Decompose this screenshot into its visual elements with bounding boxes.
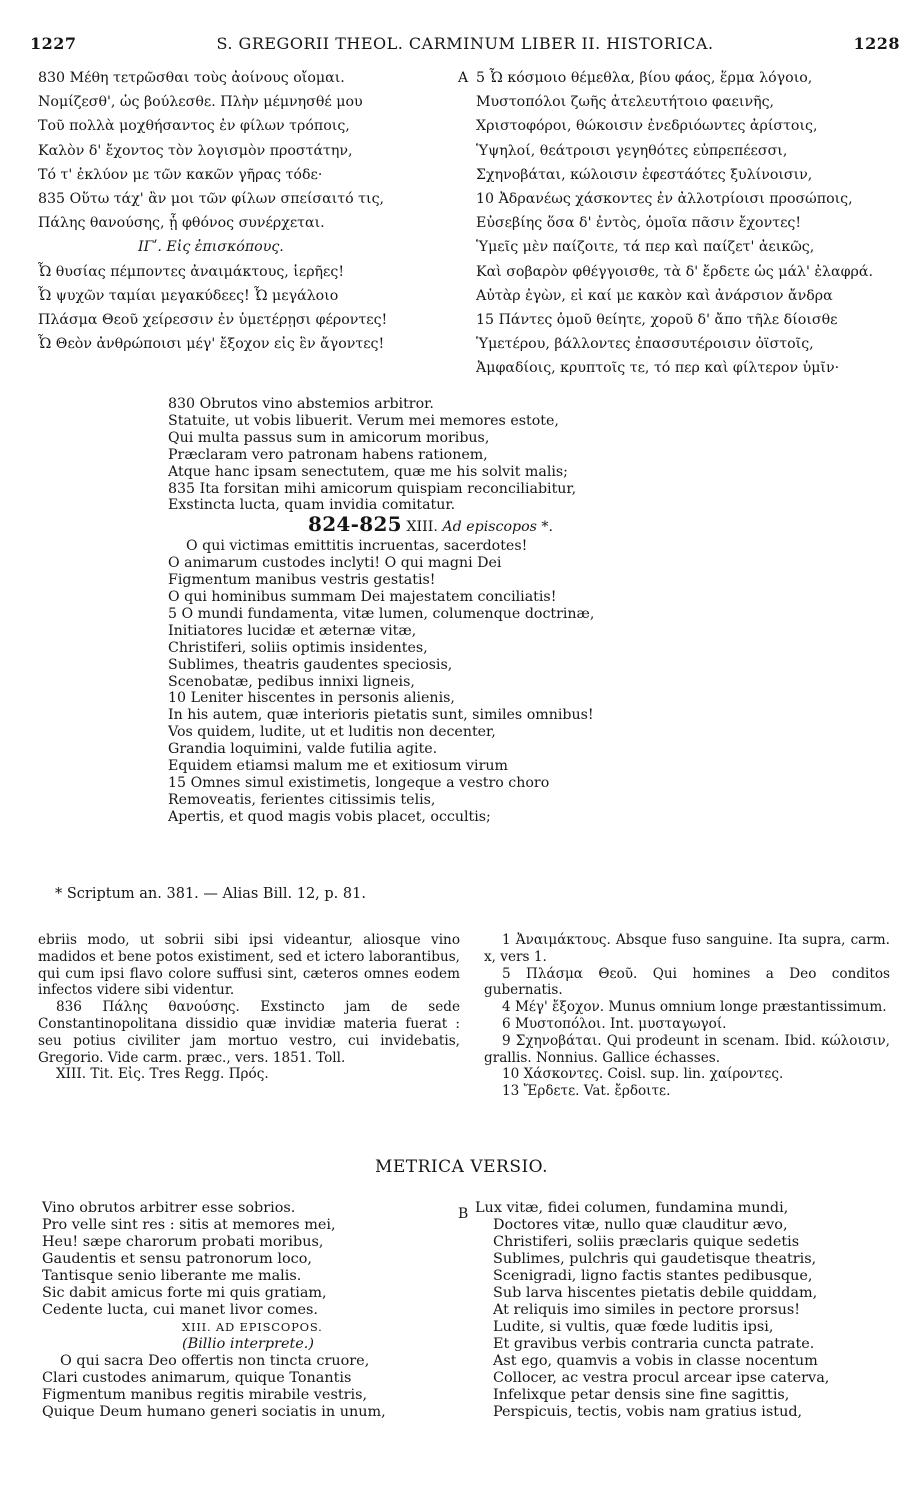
greek-line: Ὦ Θεὸν ἀνθρώποισι μέγ' ἔξοχον εἰς ἓν ἄγοντες!	[38, 336, 385, 353]
notes-left-column	[38, 932, 460, 1083]
note-paragraph: XIII. Tit. Εἰς. Tres Regg. Πρός.	[56, 1066, 269, 1083]
greek-line: Ὑψηλοί, θεάτροισι γεγηθότες εὐπρεπέεσσι,	[476, 142, 788, 159]
latin-line: 15 Omnes simul existimetis, longeque a vestro choro	[168, 774, 550, 791]
verse-line: O qui sacra Deo offertis non tincta cruore,	[60, 1353, 370, 1369]
latin-line: Equidem etiamsi malum me et exitiosum virum	[168, 758, 508, 775]
verse-line: Lux vitæ, fidei columen, fundamina mundi,	[475, 1200, 789, 1216]
verse-line: Ast ego, quamvis a vobis in classe nocentum	[493, 1353, 818, 1369]
latin-line: Exstincta lucta, quam invidia comitatur.	[168, 497, 456, 514]
greek-line: Σχηνοβάται, κώλοισιν ἐφεστάότες ξυλίνοισιν,	[476, 166, 813, 183]
greek-line: Αὐτὰρ ἐγὼν, εἰ καί με κακὸν καὶ ἀνάρσιον ἄνδρα	[476, 287, 833, 304]
verse-line: Vino obrutos arbitrer esse sobrios.	[42, 1200, 296, 1216]
metrica-versio-heading: METRICA VERSIO.	[374, 1157, 549, 1177]
latin-line: In his autem, quæ interioris pietatis sunt, similes omnibus!	[168, 707, 594, 724]
running-header	[30, 34, 900, 60]
greek-text-left-column	[38, 66, 458, 356]
latin-line: 5 O mundi fundamenta, vitæ lumen, columenque doctrinæ,	[168, 605, 595, 622]
page-number-right: 1228	[853, 34, 900, 53]
latin-line: Figmentum manibus vestris gestatis!	[168, 572, 436, 589]
verse-line: Gaudentis et sensu patronorum loco,	[42, 1251, 312, 1267]
verse-line: Collocer, ac vestra procul arcear ipse caterva,	[493, 1370, 830, 1386]
note-paragraph: ebriis modo, ut sobrii sibi ipsi videantur, aliosque vino madidos et bene potos existiment, sed et ictero laborantibus, qui cum ipsi flavo colore suffusi sint, cæteros omnes eodem infectos videre sibi videntur.	[38, 932, 460, 999]
verse-line: Doctores vitæ, nullo quæ clauditur ævo,	[493, 1217, 788, 1233]
note-entry: 5 Πλάσμα Θεοῦ. Qui homines a Deo conditos gubernatis.	[484, 965, 890, 999]
greek-line: Τοῦ πολλὰ μοχθήσαντος ἐν φίλων τρόποις,	[38, 118, 350, 135]
latin-line: O qui hominibus summam Dei majestatem conciliatis!	[168, 588, 557, 605]
latin-line: Atque hanc ipsam senectutem, quæ me his solvit malis;	[168, 463, 568, 480]
greek-line: Καλὸν δ' ἔχοντος τὸν λογισμὸν προστάτην,	[38, 142, 353, 159]
note-entry: 4 Μέγ' ἔξοχον. Munus omnium longe præstantissimum.	[502, 999, 887, 1016]
interpreter-credit: (Billio interprete.)	[182, 1336, 314, 1352]
latin-line: Initiatores lucidæ et æternæ vitæ,	[168, 622, 417, 639]
verse-line: Clari custodes animarum, quique Tonantis	[42, 1370, 352, 1386]
latin-line: Vos quidem, ludite, ut et luditis non decenter,	[168, 724, 496, 741]
greek-line: Ὑμεῖς μὲν παίζοιτε, τά περ καὶ παίζετ' ἀεικῶς,	[476, 239, 815, 256]
latin-line: Apertis, et quod magis vobis placet, occultis;	[168, 808, 491, 825]
verse-line: Quique Deum humano generi sociatis in unum,	[42, 1404, 386, 1420]
verse-line: Et gravibus verbis contraria cuncta patrate.	[493, 1336, 815, 1352]
latin-line: Christiferi, soliis optimis insidentes,	[168, 639, 428, 656]
notes-right-column	[484, 932, 890, 1100]
verse-line: Sublimes, pulchris qui gaudetisque theatris,	[493, 1251, 817, 1267]
note-entry: 6 Μυστοπόλοι. Int. μυσταγωγοί.	[502, 1015, 727, 1032]
verse-line: Scenigradi, ligno factis stantes pedibusque,	[493, 1268, 813, 1284]
greek-line: Ὦ ψυχῶν ταμίαι μεγακύδεες! Ὦ μεγάλοιο	[38, 287, 339, 304]
greek-line: Νομίζεσθ', ὡς βούλεσθε. Πλὴν μέμνησθέ μου	[38, 94, 363, 111]
greek-line: Μυστοπόλοι ζωῆς ἀτελευτήτοιο φαεινῆς,	[476, 94, 775, 111]
note-entry: 1 Ἀναιμάκτους. Absque fuso sanguine. Ita supra, carm. x, vers 1.	[484, 932, 890, 965]
verse-line: Ludite, si vultis, quæ fœde luditis ipsi,	[493, 1319, 774, 1335]
column-marker: B	[458, 1206, 469, 1222]
greek-line: Τό τ' ἐκλύον με τῶν κακῶν γῆρας τόδε·	[38, 166, 323, 183]
note-entry: 9 Σχηνοβάται. Qui prodeunt in scenam. Ibid. κώλοισιν, grallis. Nonnius. Gallice échasses.	[484, 1032, 890, 1066]
latin-line: Qui multa passus sum in amicorum moribus,	[168, 429, 490, 446]
greek-line: 835 Οὕτω τάχ' ἂν μοι τῶν φίλων σπείσαιτό τις,	[38, 191, 385, 208]
footnote: * Scriptum an. 381. — Alias Bill. 12, p. 81.	[55, 886, 366, 902]
greek-line: Εὐσεβίης ὅσα δ' ἐντὸς, ὁμοῖα πᾶσιν ἔχοντες!	[476, 215, 802, 232]
greek-line: Καὶ σοβαρὸν φθέγγοισθε, τὰ δ' ἔρδετε ὡς μάλ' ἐλαφρά.	[476, 263, 873, 280]
latin-line: Præclaram vero patronam habens rationem,	[168, 446, 488, 463]
greek-line: Ὑμετέρου, βάλλοντες ἐπασσυτέροισιν ὀϊστοῖς,	[476, 336, 814, 353]
greek-line: Χριστοφόροι, θώκοισιν ἐνεδριόωντες ἀρίστοις,	[476, 118, 818, 135]
greek-line: Πλάσμα Θεοῦ χείρεσσιν ἐν ὑμετέρῃσι φέροντες!	[38, 312, 388, 329]
verse-line: Cedente lucta, cui manet livor comes.	[42, 1302, 319, 1318]
latin-translation-block	[168, 396, 768, 826]
greek-line: 10 Ἀδρανέως χάσκοντες ἐν ἀλλοτρίοισι προσώποις,	[476, 191, 853, 208]
greek-line: Πάλης θανούσης, ᾗ φθόνος συνέρχεται.	[38, 215, 325, 232]
latin-line: 830 Obrutos vino abstemios arbitror.	[168, 396, 434, 412]
subsection-title: XIII. AD EPISCOPOS.	[182, 1320, 323, 1334]
latin-line: 835 Ita forsitan mihi amicorum quispiam reconciliabitur,	[168, 480, 577, 497]
section-title-prefix: XIII.	[406, 519, 438, 536]
latin-line: O animarum custodes inclyti! O qui magni Dei	[168, 555, 502, 572]
metrica-left-column	[42, 1200, 462, 1421]
greek-line: 15 Πάντες ὁμοῦ θείητε, χοροῦ δ' ἄπο τῆλε δίοισθε	[476, 312, 838, 329]
verse-line: Pro velle sint res : sitis at memores mei,	[42, 1217, 336, 1233]
greek-line: Ὦ θυσίας πέμποντες ἀναιμάκτους, ἱερῆες!	[38, 263, 345, 280]
note-entry: 13 Ἔρδετε. Vat. ἔρδοιτε.	[502, 1083, 671, 1100]
greek-line: 830 Μέθη τετρῶσθαι τοὺς ἀοίνους οἴομαι.	[38, 70, 345, 86]
verse-line: Christiferi, soliis præclaris quique sedetis	[493, 1234, 800, 1250]
latin-line: Removeatis, ferientes citissimis telis,	[168, 791, 436, 808]
verse-line: Sic dabit amicus forte mi quis gratiam,	[42, 1285, 327, 1301]
latin-section-heading	[168, 512, 768, 537]
latin-line: O qui victimas emittitis incruentas, sacerdotes!	[186, 538, 528, 555]
verse-line: Tantisque senio liberante me malis.	[42, 1268, 302, 1284]
latin-line: Scenobatæ, pedibus innixi ligneis,	[168, 673, 415, 690]
footnote-mark: *.	[541, 519, 554, 536]
verse-line: Figmentum manibus regitis mirabile vestris,	[42, 1387, 368, 1403]
greek-section-title: ΙΓʹ. Εἰς ἐπισκόπους.	[138, 239, 284, 256]
latin-line: 10 Leniter hiscentes in personis alienis,	[168, 690, 455, 707]
column-marker: A	[458, 70, 469, 86]
note-entry: 10 Χάσκοντες. Coisl. sup. lin. χαίροντες.	[502, 1066, 784, 1083]
latin-line: Grandia loquimini, valde futilia agite.	[168, 741, 438, 758]
greek-line: 5 Ὦ κόσμοιο θέμεθλα, βίου φάος, ἕρμα λόγοιο,	[476, 70, 813, 86]
verse-line: Perspicuis, tectis, vobis nam gratius istud,	[493, 1404, 803, 1420]
greek-line: Ἀμφαδίοις, κρυπτοῖς τε, τό περ καὶ φίλτερον ὑμῖν·	[476, 360, 840, 377]
verse-line: Heu! sæpe charorum probati moribus,	[42, 1234, 324, 1250]
running-title: S. GREGORII THEOL. CARMINUM LIBER II. HISTORICA.	[216, 34, 714, 53]
latin-line: Sublimes, theatris gaudentes speciosis,	[168, 656, 453, 673]
verse-line: Sub larva hiscentes pietatis debile quiddam,	[493, 1285, 818, 1301]
page-number-left: 1227	[30, 34, 77, 53]
verse-line: At reliquis imo similes in pectore prorsus!	[493, 1302, 801, 1318]
verse-line: Infelixque petar densis sine fine sagittis,	[493, 1387, 790, 1403]
latin-line: Statuite, ut vobis libuerit. Verum mei memores estote,	[168, 412, 559, 429]
section-title: Ad episcopos	[442, 519, 537, 536]
note-paragraph: 836 Πάλης θανούσης. Exstincto jam de sede Constantinopolitana dissidio quæ invidiæ materia fuerat : seu potius civiliter jam mortuo vestro, cui invidebatis, Gregorio. Vide carm. præc., vers. 1851. Toll.	[38, 999, 460, 1066]
section-number: 824-825	[308, 512, 402, 537]
